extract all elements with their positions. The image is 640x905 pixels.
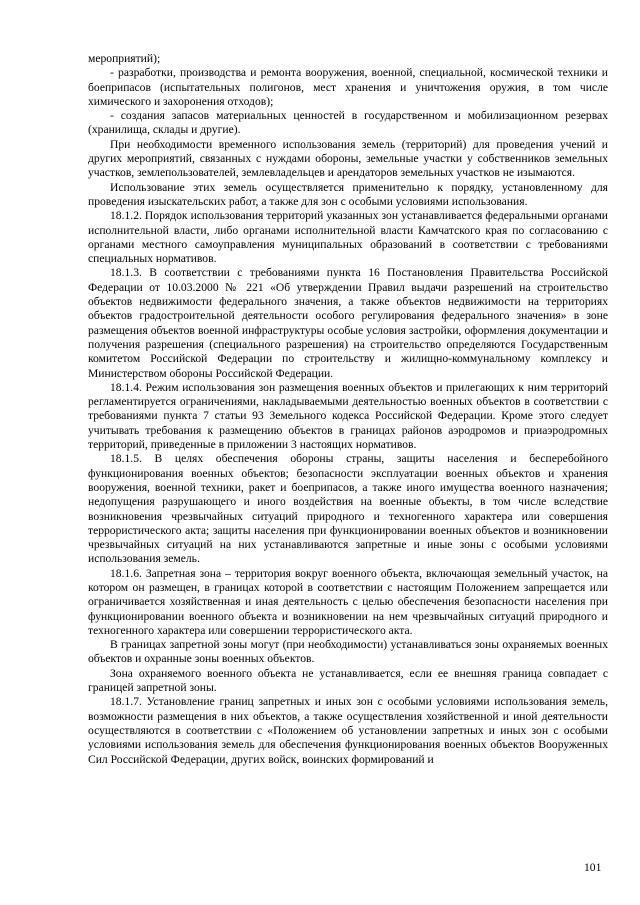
paragraph: - разработки, производства и ремонта вооружения, военной, специальной, космической техники и боеприпасов (испытательных полигонов, мест хранения и уничтожения оружия, в том числе химического и захоронения отходов); — [88, 66, 608, 108]
paragraph: мероприятий); — [88, 52, 161, 65]
paragraph: 18.1.7. Установление границ запретных и иных зон с особыми условиями использования земель, возможности размещения в них объектов, а также осуществления хозяйственной и иной деятельности осуществляются в соответствии с «Положением об установлении запретных и иных зон с особыми условиями использования земель для обеспечения функционирования военных объектов Вооруженных Сил Российской Федерации, других войск, воинских формирований и — [88, 695, 608, 766]
paragraph: В границах запретной зоны могут (при необходимости) устанавливаться зоны охраняемых военных объектов и охранные зоны военных объектов. — [88, 638, 608, 666]
page-number: 101 — [584, 861, 602, 874]
paragraph: 18.1.2. Порядок использования территорий указанных зон устанавливается федеральными органами исполнительной власти, либо органами исполнительной власти Камчатского края по согласованию с органами местного самоуправления муниципальных образований в соответствии с требованиями специальных нормативов. — [88, 209, 608, 266]
paragraph: 18.1.6. Запретная зона – территория вокруг военного объекта, включающая земельный участок, на котором он размещен, в границах которой в соответствии с настоящим Положением запрещается или ограничивается хозяйственная и иная деятельность с целью обеспечения безопасности населения при функционировании военного объекта и возникновении на нем чрезвычайных ситуаций природного и техногенного характера или совершении террористического акта. — [88, 566, 608, 637]
paragraph: 18.1.4. Режим использования зон размещения военных объектов и прилегающих к ним территорий регламентируется ограничениями, накладываемыми деятельностью военных объектов в соответствии с требованиями пункта 7 статьи 93 Земельного кодекса Российской Федерации. Кроме этого следует учитывать требования к размещению объектов в границах районов аэродромов и приаэродромных территорий, приведенные в приложении 3 настоящих нормативов. — [88, 380, 608, 452]
paragraph: При необходимости временного использования земель (территорий) для проведения учений и других мероприятий, связанных с нуждами обороны, земельные участки у собственников земельных участков, землепользователей, землевладельцев и арендаторов земельных участков не изымаются. — [88, 137, 608, 180]
document-body — [88, 52, 608, 767]
paragraph: Использование этих земель осуществляется применительно к порядку, установленному для проведения изыскательских работ, а также для зон с особыми условиями использования. — [88, 180, 608, 208]
paragraph: 18.1.5. В целях обеспечения обороны страны, защиты населения и бесперебойного функционирования военных объектов; безопасности эксплуатации военных объектов и хранения вооружения, военной техники, ракет и боеприпасов, а также иного имущества военного назначения; недопущения разрушающего и иного воздействия на военные объекты, в том числе вследствие возникновения чрезвычайных ситуаций природного и техногенного характера или совершения террористического акта; защиты населения при функционировании военных объектов и возникновении чрезвычайных ситуаций на них устанавливаются запретные и иные зоны с особыми условиями использования земель. — [88, 452, 608, 566]
paragraph: 18.1.3. В соответствии с требованиями пункта 16 Постановления Правительства Российской Федерации от 10.03.2000 № 221 «Об утверждении Правил выдачи разрешений на строительство объектов недвижимости федерального значения, а также объектов недвижимости на территориях объектов градостроительной деятельности особого регулирования федерального значения» в зоне размещения объектов военной инфраструктуры особые условия застройки, оформления документации и получения разрешения (специального разрешения) на строительство определяются Государственным комитетом Российской Федерации по строительству и жилищно-коммунальному комплексу и Министерством обороны Российской Федерации. — [88, 266, 608, 380]
paragraph: - создания запасов материальных ценностей в государственном и мобилизационном резервах (хранилища, склады и другие). — [88, 109, 608, 137]
paragraph: Зона охраняемого военного объекта не устанавливается, если ее внешняя граница совпадает с границей запретной зоны. — [88, 666, 608, 695]
